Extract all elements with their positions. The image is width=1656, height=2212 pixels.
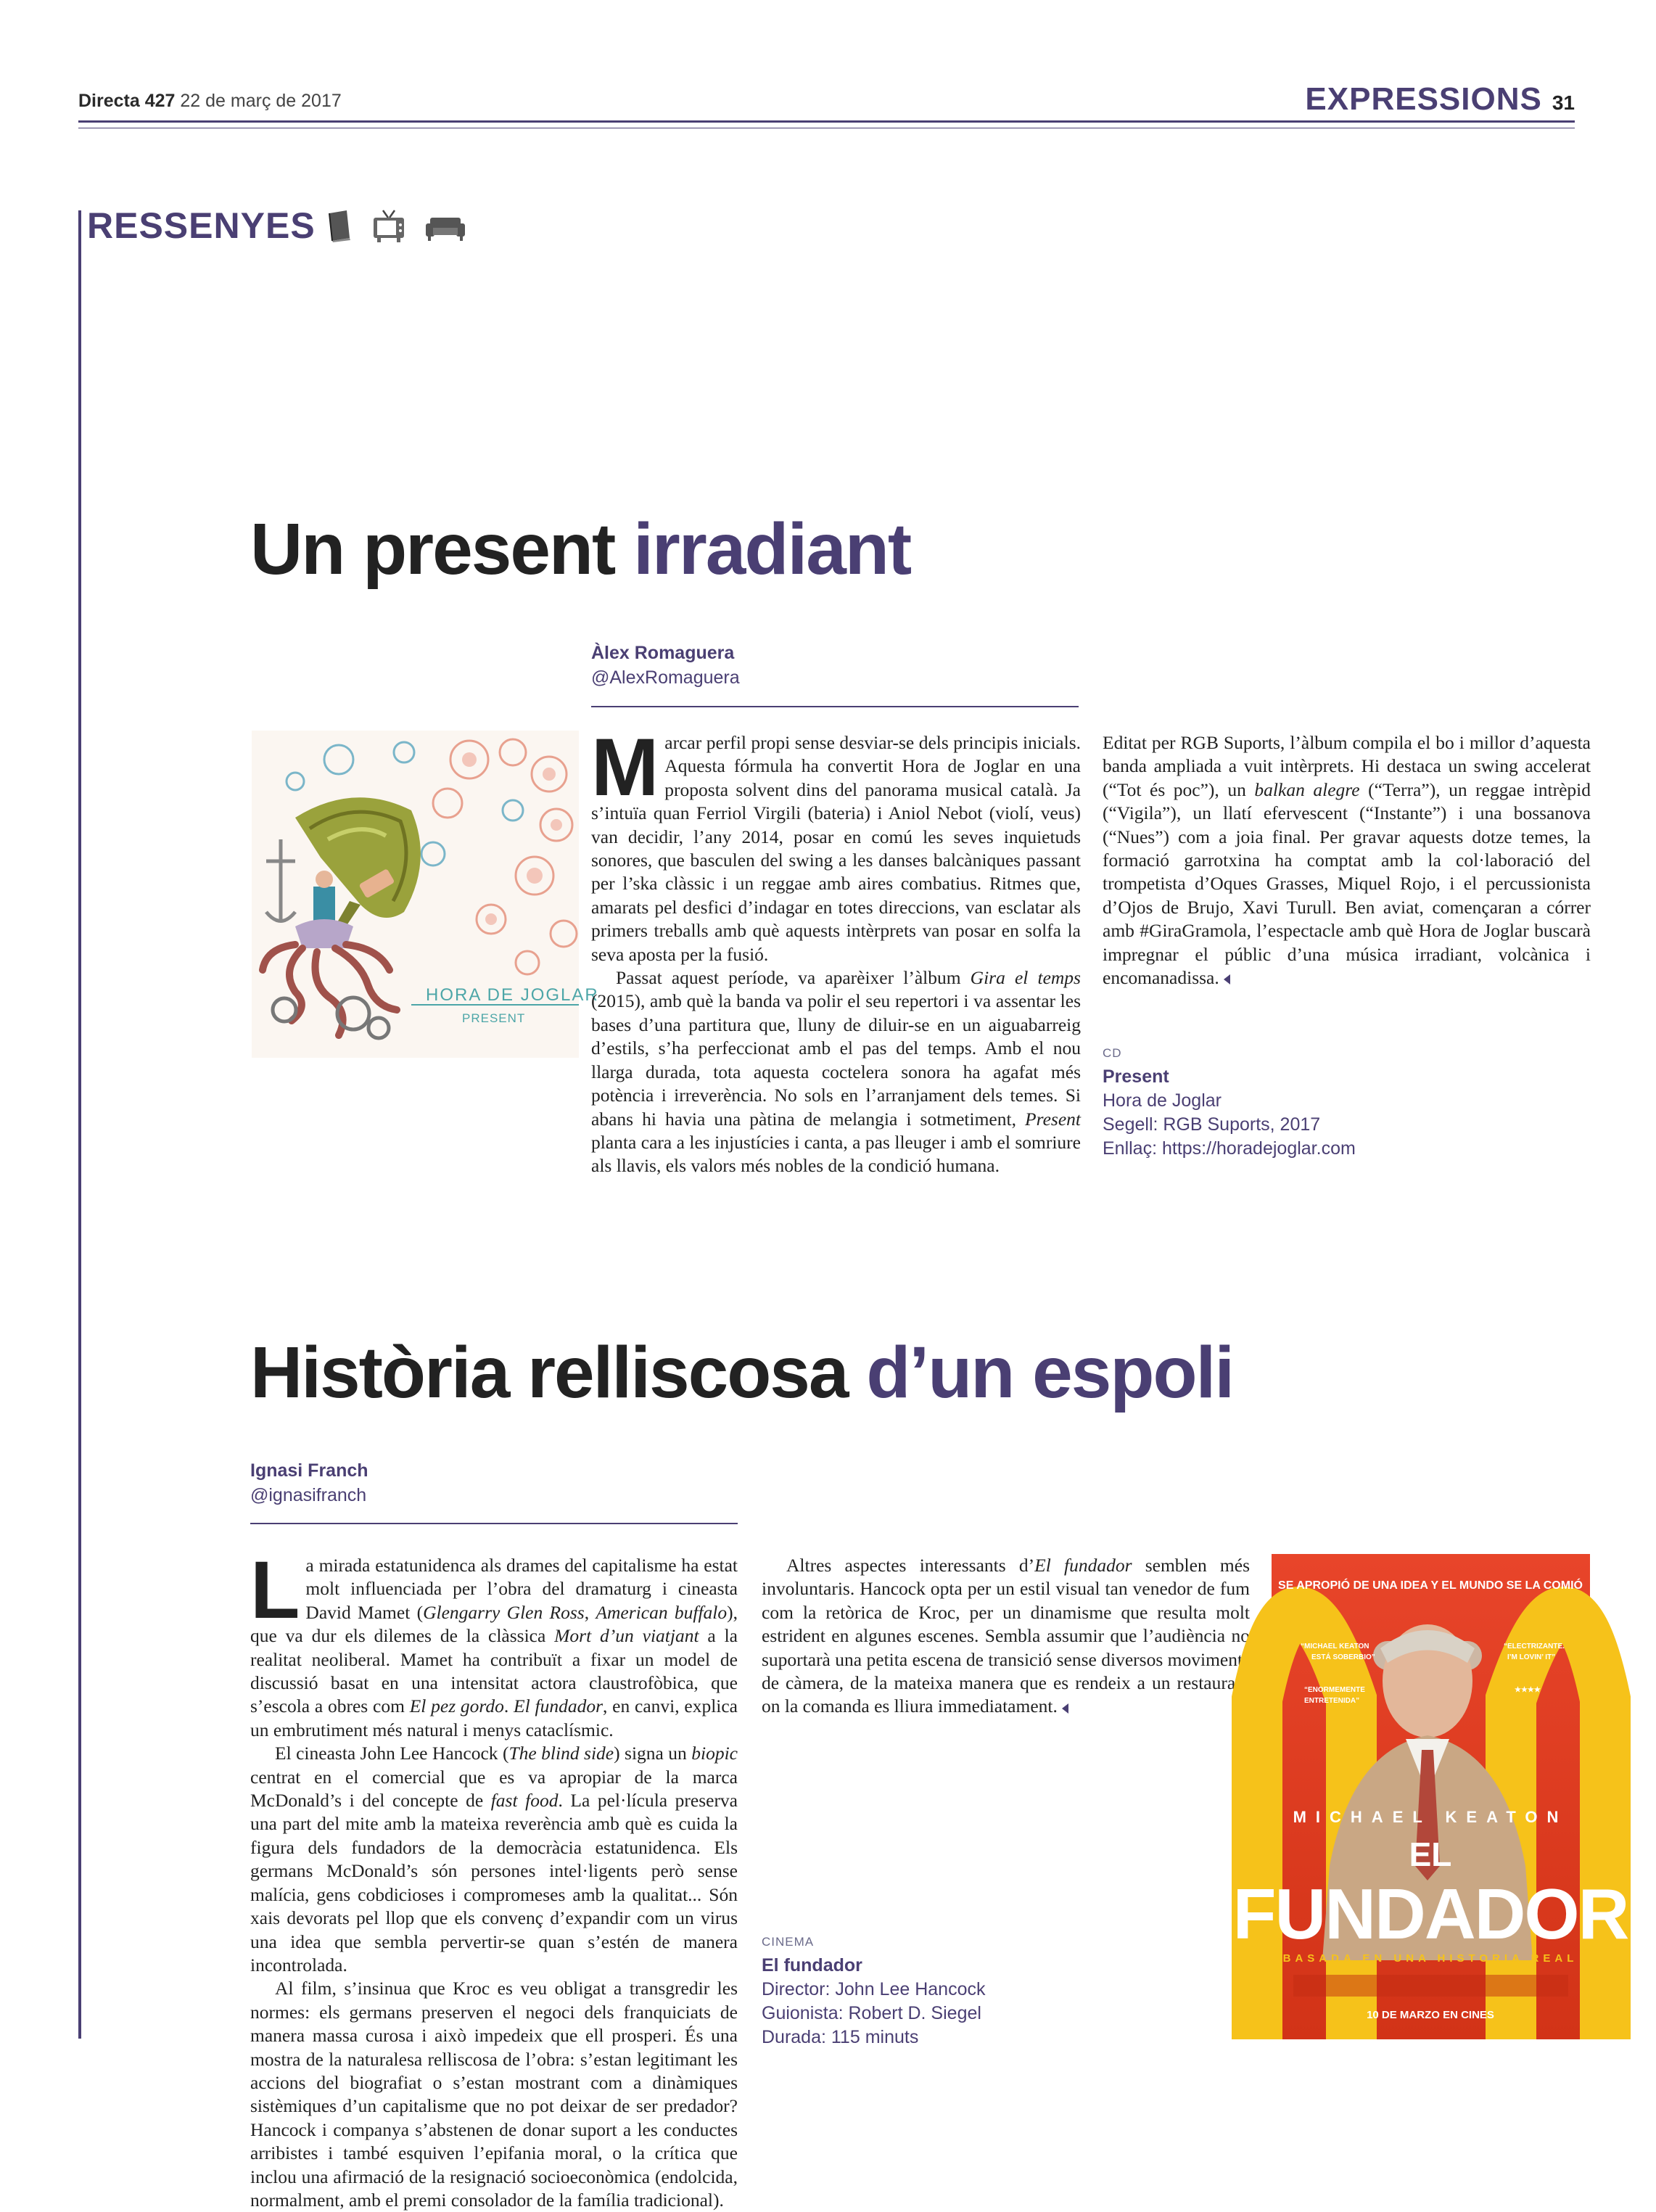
poster-title-top: EL (1409, 1835, 1452, 1873)
section-name: EXPRESSIONS (1305, 81, 1542, 117)
article1-text: Passat aquest període, va aparèixer l’àlbum (616, 967, 971, 989)
article1-paragraph (591, 966, 1081, 1178)
article2-text: . (503, 1695, 514, 1717)
article2-byline-rule (250, 1523, 738, 1524)
info-type: CD (1103, 1046, 1122, 1060)
info-name: Present (1103, 1066, 1169, 1087)
article2-info-box (762, 1930, 985, 2049)
article1-byline-rule (591, 706, 1079, 707)
article2-text: El cineasta John Lee Hancock ( (275, 1743, 509, 1764)
article2-text: Al film, s’insinua que Kroc es veu obligat a transgredir les normes: els germans preserven el negoci dels franquiciats de manera massa curosa i això impedeix que ell prosperi. És una mostra de la naturalesa relliscosa de l’obra: s’estan legitimant les accions del biografiat o s’estan mostrant com a dinàmiques sistèmiques d’un capitalisme que no pot deixar de ser predador? Hancock i companya s’abstenen de donar suport a les conductes arribistes i també esquiven l’epifania moral, o la crítica que inclou una afirmació de la resignació socioeconòmica (endolcida, normalment, amb el premi consolador de la família tradicional). (250, 1978, 738, 2211)
article2-text: centrat en el comercial que es va apropiar de la marca McDonald’s i del concepte de (250, 1766, 738, 1812)
article2-text: . La pel·lícula preserva una part del mite amb la mateixa reverència amb què es cuida la figura dels fundadors de la democràcia estatunidenca. Els germans McDonald’s són persones intel·ligents però sense malícia, gens cobdicioses i compromeses amb la qualitat... Són xais devorats pel llop que els convenç d’expandir com un virus una idea que sembla pervertir-se quan s’estén de manera incontrolada. (250, 1790, 738, 1975)
svg-text:“ENORMEMENTE: “ENORMEMENTE (1304, 1686, 1365, 1694)
article2-title-highlight: d’un espoli (866, 1332, 1234, 1413)
article2-handle: @ignasifranch (250, 1485, 367, 1505)
info-writer: Guionista: Robert D. Siegel (762, 2003, 981, 2023)
tv-icon (371, 209, 406, 244)
movie-poster (1232, 1554, 1628, 2039)
article1-text: Editat per RGB Suports, l’àlbum compila el bo i millor d’aquesta banda ampliada a vuit intèrprets. Hi destaca un swing accelerat (“Tot és poc”), un (1103, 732, 1591, 800)
header-rule (78, 120, 1575, 123)
article2-text: , (584, 1601, 596, 1623)
article2-text: Altres aspectes interessants d’ (786, 1555, 1035, 1576)
article1-paragraph (1103, 731, 1591, 990)
svg-text:★★★★: ★★★★ (1515, 1686, 1541, 1694)
article2-text: a la realitat neoliberal. Mamet ha contribuït a fixar un model de discussió basat en una intensitat actora claustrofòbica, que s’escola a obres com (250, 1625, 738, 1717)
article2-paragraph (250, 1742, 738, 1977)
article1-text: planta cara a les injustícies i canta, a pas lleuger i amb el somriure als llavis, els valors més nobles de la condició humana. (591, 1131, 1081, 1177)
article2-text: a mirada estatunidenca als drames del capitalisme ha estat molt influenciada per l’obra del dramaturg i cineasta David Mamet ( (305, 1555, 738, 1623)
article2-text: ) signa un (614, 1743, 692, 1764)
poster-title: FUNDADOR (1232, 1874, 1628, 1954)
article1-title-main: Un present (250, 509, 615, 590)
album-band-text: HORA DE JOGLAR (426, 985, 599, 1005)
article2-column-1 (250, 1545, 738, 2212)
info-duration: Durada: 115 minuts (762, 2027, 919, 2047)
article2-paragraph (250, 1977, 738, 2212)
album-title-ref: Gira el temps (970, 967, 1081, 989)
album-cover (252, 731, 599, 1058)
article1-text: arcar perfil propi sense desviar-se dels principis inicials. Aquesta fórmula ha convertit Hora de Joglar en una proposta solvent dins del panorama musical català. Ja s’intuïa quan Ferriol Virgili (bateria) i Aniol Nebot (violí, veus) van decidir, l’any 2014, posar en comú les seves inquietuds sonores, que basculen del swing a les danses balcàniques passant per l’ska clàssic i un reggae amb aires combatius. Ritmes que, amarats pel desfici d’indagar en totes direccions, van esclatar als primers treballs amb què aquests intèrprets van posar en solfa la seva aposta per la fusió. (591, 732, 1081, 965)
poster-subtitle: BASADA EN UNA HISTORIA REAL (1282, 1952, 1578, 1965)
issue-info (78, 91, 342, 112)
title-ref: El fundador (514, 1695, 603, 1717)
poster-release: 10 DE MARZO EN CINES (1367, 2009, 1494, 2021)
title-ref: Mort d’un viatjant (554, 1625, 699, 1647)
info-type: CINEMA (762, 1935, 815, 1949)
page-number: 31 (1552, 91, 1575, 114)
info-director: Director: John Lee Hancock (762, 1979, 986, 1999)
article2-title-main: Història relliscosa (250, 1332, 848, 1413)
poster-tagline: SE APROPIÓ DE UNA IDEA Y EL MUNDO SE LA COMIÓ (1278, 1579, 1583, 1592)
issue-number: Directa 427 (78, 91, 176, 111)
info-label: Segell: RGB Suports, 2017 (1103, 1114, 1321, 1135)
article1-title (250, 508, 910, 591)
article1-title-highlight: irradiant (633, 509, 911, 590)
book-icon (325, 209, 354, 242)
issue-date: 22 de març de 2017 (180, 91, 342, 111)
svg-text:ENTRETENIDA”: ENTRETENIDA” (1304, 1697, 1360, 1705)
title-ref: American buffalo (596, 1601, 728, 1623)
title-ref: The blind side (508, 1743, 614, 1764)
svg-text:I’M LOVIN’ IT”: I’M LOVIN’ IT” (1507, 1653, 1556, 1661)
album-title-ref: Present (1025, 1108, 1081, 1130)
svg-text:“MICHAEL KEATON: “MICHAEL KEATON (1301, 1642, 1369, 1650)
section-bar (78, 210, 81, 2039)
end-mark-icon (1224, 974, 1230, 984)
svg-text:“ELECTRIZANTE.: “ELECTRIZANTE. (1504, 1642, 1565, 1650)
info-artist: Hora de Joglar (1103, 1090, 1222, 1111)
article2-text: semblen més involuntaris. Hancock opta per un estil visual tan venedor de fum com la retòrica de Kroc, per un dinamisme que resulta molt estrident en algunes escenes. Sembla assumir que l’audiència no suportarà una petita escena de transició sense diversos moviments de càmera, de la mateixa manera que es rendeix a un restaurant on la comanda es lliura immediatament. (762, 1555, 1250, 1717)
section-header (1305, 81, 1575, 118)
article2-text: ), que va dur els dilemes de la clàssica (250, 1601, 738, 1647)
article1-paragraph (591, 722, 1081, 966)
article1-dropcap: M (591, 722, 659, 813)
title-ref: El fundador (1034, 1555, 1132, 1576)
article1-author: Àlex Romaguera (591, 643, 735, 663)
article1-text: (“Terra”), un reggae intrèpid (“Vigila”), un llatí efervescent (“Instante”) i una bossanova (“Nues”) com a joia final. Per gravar aquests dotze temes, la formació garrotxina ha comptat amb la col·laboració del trompetista d’Oques Grasses, Miquel Rojo, i el percussionista d’Ojos de Brujo, Xavi Turull. Ben aviat, començaran a córrer amb #GiraGramola, l’espectacle amb què Hora de Joglar buscarà impregnar el públic d’una música irradiant, volcànica i encomanadissa. (1103, 778, 1591, 989)
article2-emphasis: fast food (490, 1790, 559, 1812)
article1-column-2 (1103, 731, 1591, 990)
section-label: RESSENYES (87, 205, 316, 246)
article1-text: (2015), amb què la banda va polir el seu repertori i va assentar les bases d’una partitura que, lluny de diluir-se en un aiguabarreig d’estils, s’ha perfeccionat amb el pas del temps. Amb el nou llarga durada, tota aquesta coctelera sonora ha agafat més potència i irreverència. No sols en l’arranjament dels temes. Si abans hi havia una pàtina de melangia i sotmetiment, (591, 990, 1081, 1130)
article1-byline (591, 641, 740, 690)
album-title-text: PRESENT (462, 1011, 526, 1025)
article2-paragraph (250, 1545, 738, 1742)
article1-info-box (1103, 1041, 1356, 1161)
article2-byline (250, 1458, 368, 1508)
svg-text:ESTÁ SOBERBIO”: ESTÁ SOBERBIO” (1311, 1653, 1375, 1661)
title-ref: El pez gordo (409, 1695, 504, 1717)
title-ref: Glengarry Glen Ross (423, 1601, 585, 1623)
article1-handle: @AlexRomaguera (591, 667, 740, 688)
armchair-icon (424, 215, 466, 241)
album-artwork (252, 731, 599, 1058)
article2-title (250, 1331, 1233, 1415)
poster-artwork (1232, 1554, 1628, 2039)
end-mark-icon (1062, 1703, 1068, 1714)
article2-paragraph (762, 1554, 1250, 1719)
info-name: El fundador (762, 1955, 862, 1975)
article2-author: Ignasi Franch (250, 1460, 368, 1481)
article1-column-1 (591, 722, 1081, 1178)
article2-text: , en canvi, explica un embrutiment més natural i menys cataclísmic. (250, 1695, 738, 1740)
info-link[interactable]: Enllaç: https://horadejoglar.com (1103, 1138, 1356, 1159)
article2-dropcap: L (250, 1545, 300, 1635)
poster-actor: MICHAEL KEATON (1293, 1808, 1568, 1826)
article2-emphasis: biopic (691, 1743, 738, 1764)
article1-emphasis: balkan alegre (1254, 778, 1360, 800)
article2-column-2 (762, 1554, 1250, 1719)
